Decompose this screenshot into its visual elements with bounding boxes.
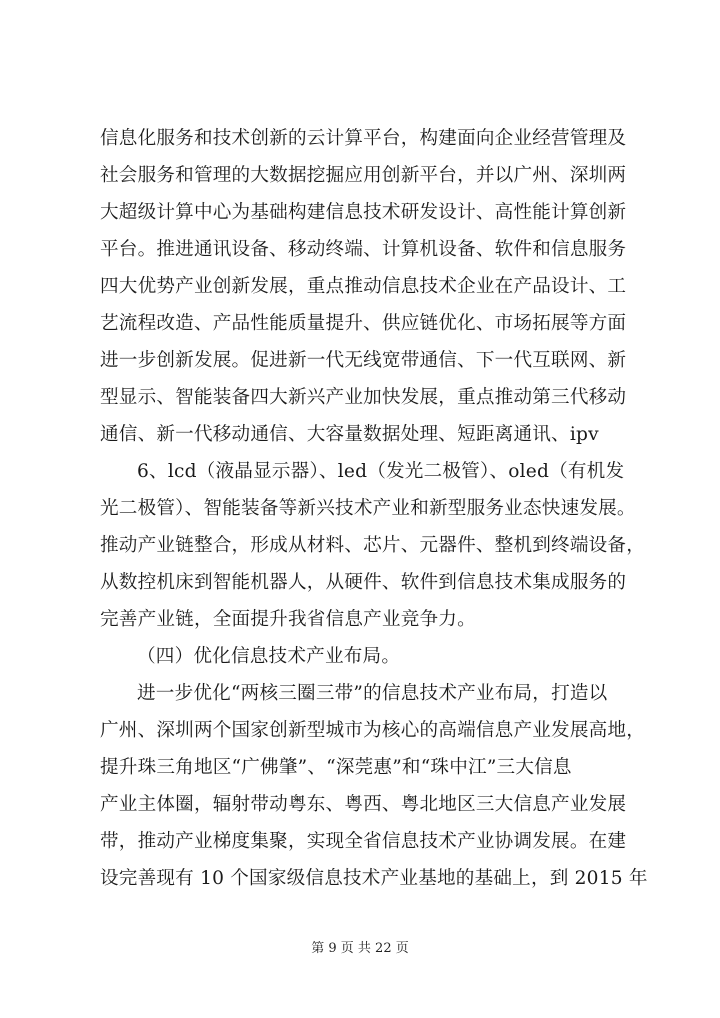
text-line: 完善产业链，全面提升我省信息产业竞争力。 <box>100 609 476 630</box>
text-line: 信息化服务和技术创新的云计算平台，构建面向企业经营管理及 <box>100 128 627 149</box>
body-text <box>100 120 648 897</box>
text-line: 大超级计算中心为基础构建信息技术研发设计、高性能计算创新 <box>100 202 627 223</box>
text-line: 平台。推进通讯设备、移动终端、计算机设备、软件和信息服务 <box>100 239 627 260</box>
section-heading: （四）优化信息技术产业布局。 <box>137 646 401 667</box>
text-line: 带，推动产业梯度集聚，实现全省信息技术产业协调发展。在建 <box>100 831 627 852</box>
text-line: 产业主体圈，辐射带动粤东、粤西、粤北地区三大信息产业发展 <box>100 794 627 815</box>
text-line: 从数控机床到智能机器人，从硬件、软件到信息技术集成服务的 <box>100 572 627 593</box>
page-number-footer: 第 9 页 共 22 页 <box>311 941 409 956</box>
text-line: 光二极管）、智能装备等新兴技术产业和新型服务业态快速发展。 <box>100 498 636 519</box>
text-line: 艺流程改造、产品性能质量提升、供应链优化、市场拓展等方面 <box>100 313 627 334</box>
text-line: 提升珠三角地区“广佛肇”、“深莞惠”和“珠中江”三大信息 <box>100 757 572 778</box>
text-line: 进一步创新发展。促进新一代无线宽带通信、下一代互联网、新 <box>100 350 627 371</box>
text-line: 通信、新一代移动通信、大容量数据处理、短距离通讯、ipv <box>100 424 599 445</box>
text-line: 推动产业链整合，形成从材料、芯片、元器件、整机到终端设备， <box>100 535 646 556</box>
text-line: 型显示、智能装备四大新兴产业加快发展，重点推动第三代移动 <box>100 387 627 408</box>
text-line: 设完善现有 10 个国家级信息技术产业基地的基础上，到 2015 年 <box>100 868 648 889</box>
text-line: 6、lcd（液晶显示器）、led（发光二极管）、oled（有机发 <box>137 461 625 482</box>
text-line: 进一步优化“两核三圈三带”的信息技术产业布局，打造以 <box>137 683 608 704</box>
text-line: 四大优势产业创新发展，重点推动信息技术企业在产品设计、工 <box>100 276 627 297</box>
text-line: 社会服务和管理的大数据挖掘应用创新平台，并以广州、深圳两 <box>100 165 627 186</box>
text-line: 广州、深圳两个国家创新型城市为核心的高端信息产业发展高地， <box>100 720 646 741</box>
